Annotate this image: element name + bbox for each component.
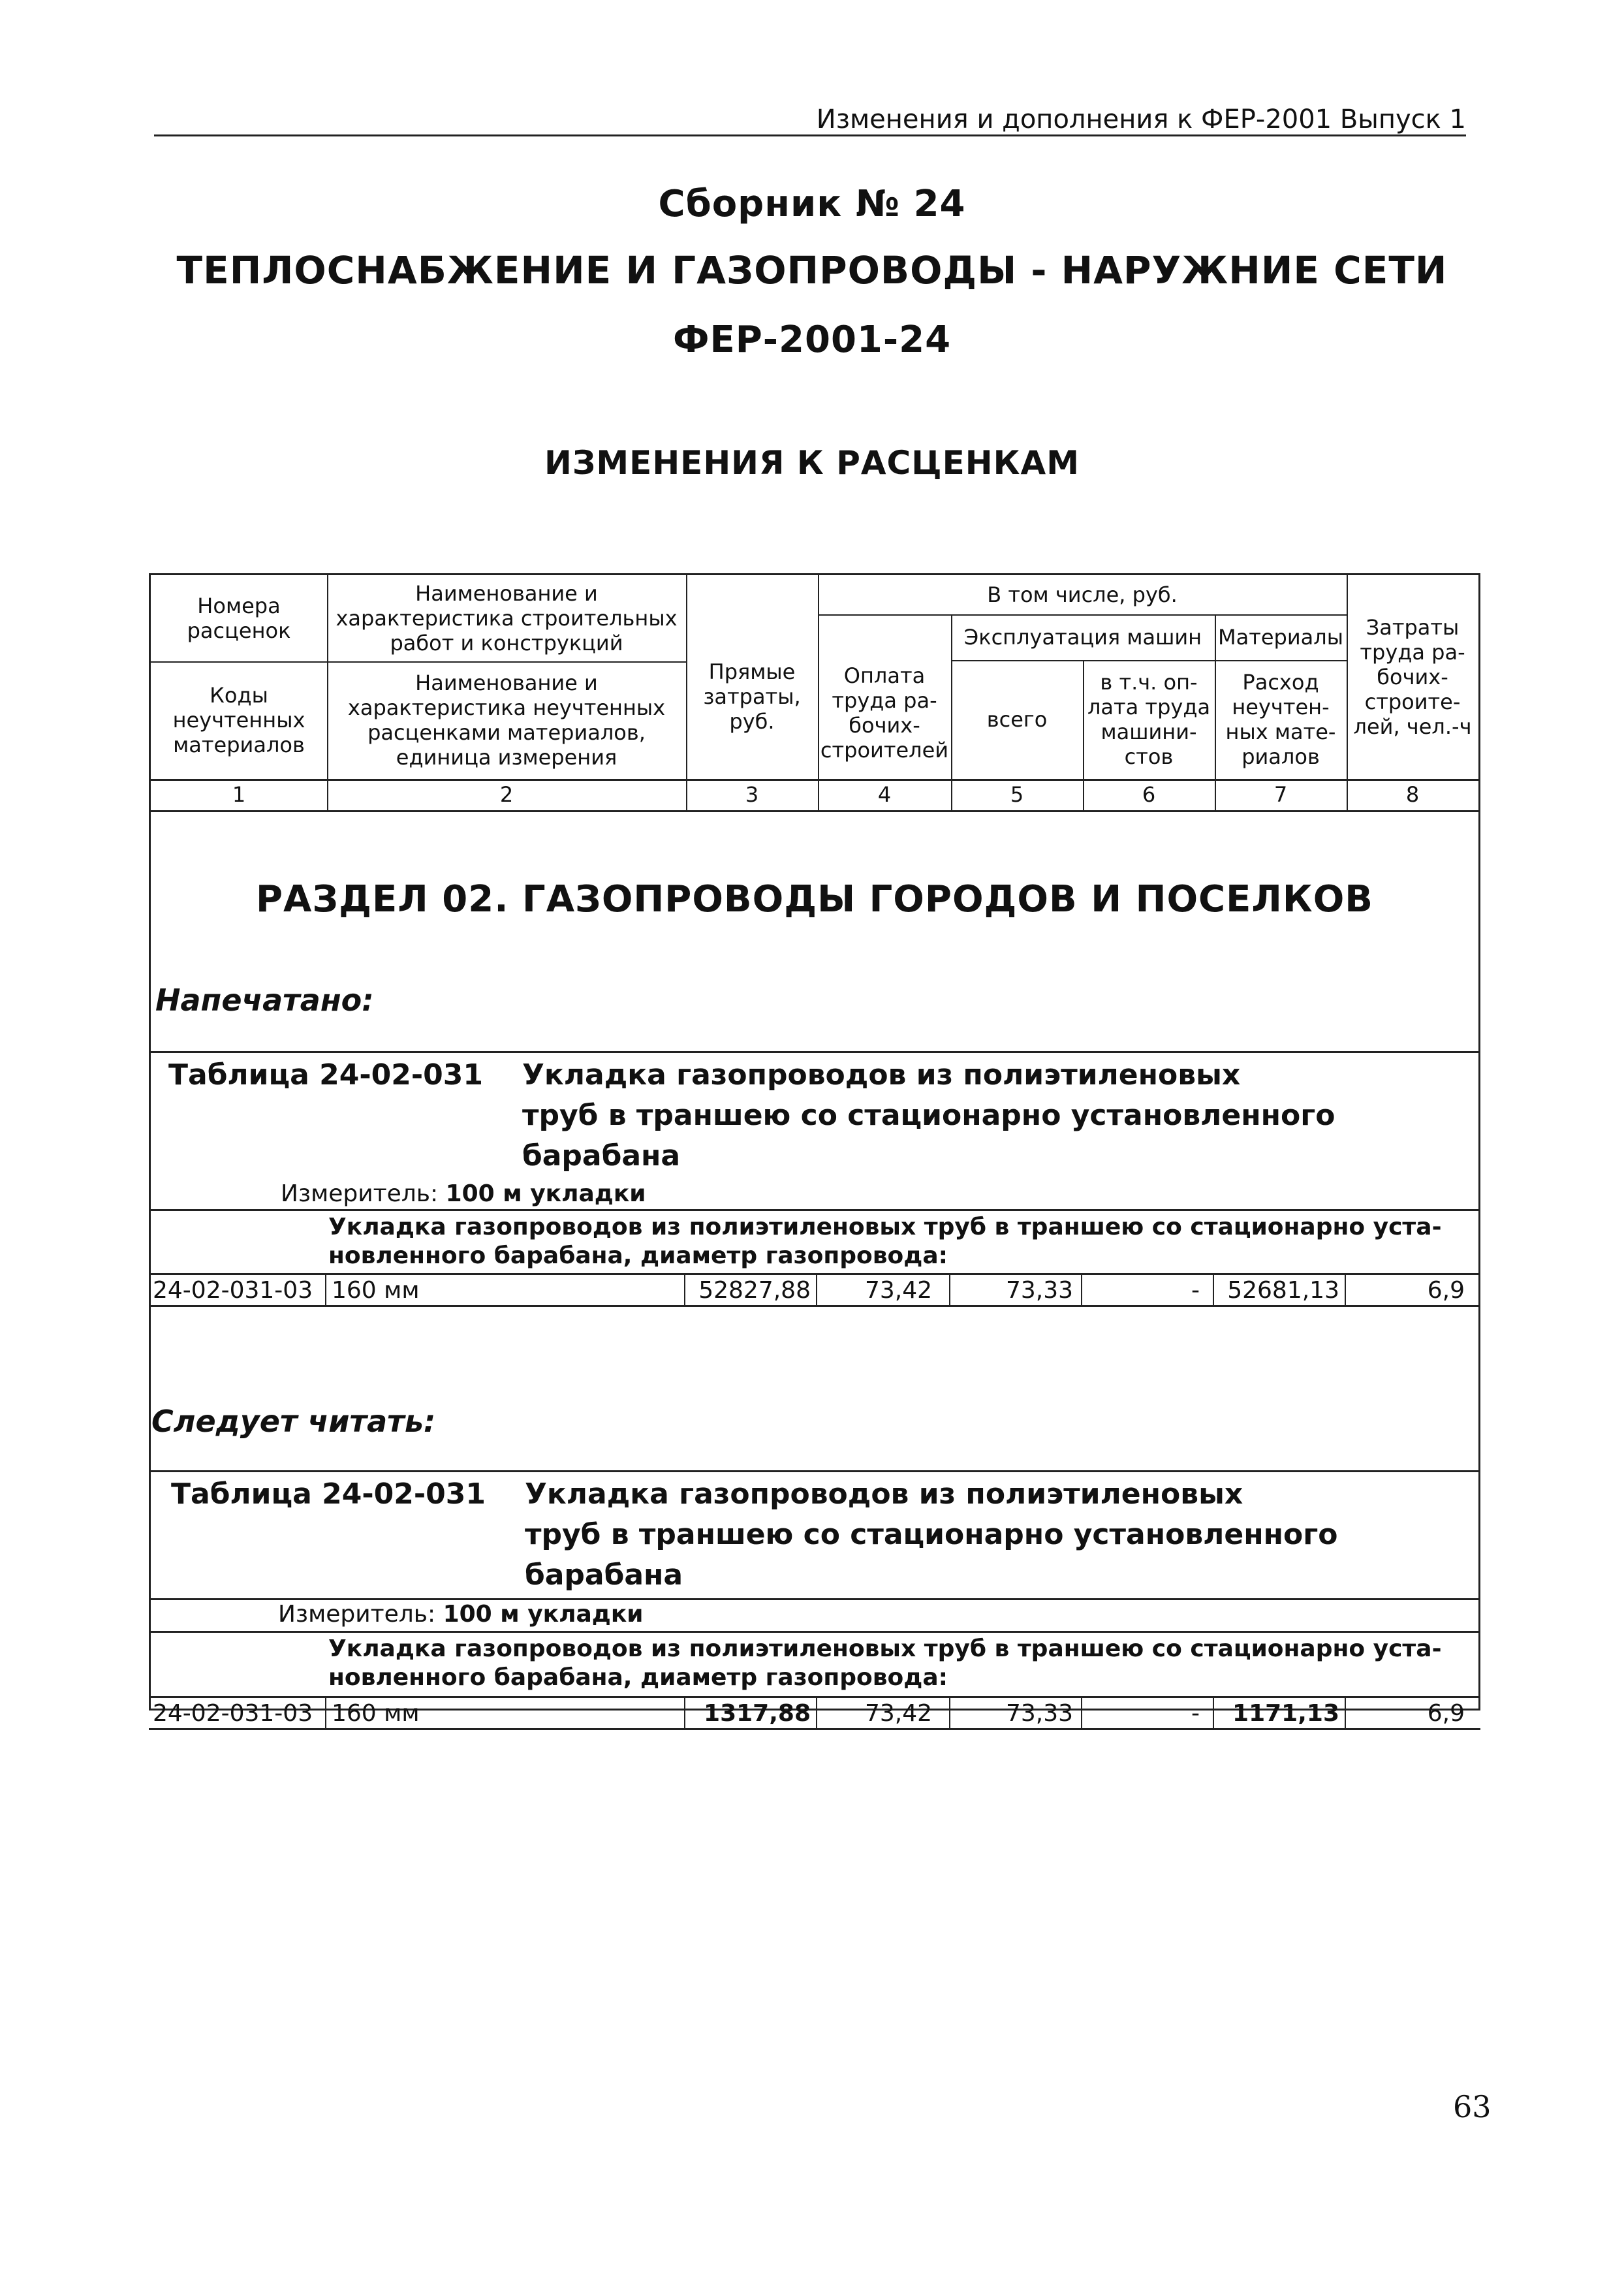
corrected-table-label: Таблица 24-02-031 [171,1477,486,1511]
col5-header: всего [986,707,1048,732]
col-number: 6 [1142,782,1156,807]
col2-header-top: Наименование и характеристика строительных работ и конструкций [336,581,678,655]
machines-header: Эксплуатация машин [963,625,1202,650]
col-number: 8 [1405,782,1420,807]
col1-header-bottom: Коды неучтенных материалов [172,683,305,757]
corrected-data-row [149,1696,1480,1730]
labor-hours: 6,9 [1427,1277,1465,1304]
rate-code: 24-02-031-03 [153,1277,313,1304]
group-line: Укладка газопроводов из полиэтиленовых труб в траншею со стационарно уста- [328,1214,1442,1240]
table-name-line: барабана [522,1139,681,1173]
rate-code: 24-02-031-03 [153,1700,313,1727]
group-header: В том числе, руб. [987,582,1178,607]
printed-measure [281,1180,646,1207]
labor-pay: 73,42 [864,1700,932,1727]
rate-name: 160 мм [332,1700,420,1727]
group-line: новленного барабана, диаметр газопровода: [328,1664,948,1691]
corrected-table-name [525,1474,1338,1596]
col6-header: в т.ч. оп-лата труда машини-стов [1087,670,1211,769]
direct-cost: 1317,88 [704,1700,811,1727]
col-number: 2 [499,782,514,807]
col-number: 4 [877,782,892,807]
direct-cost: 52827,88 [698,1277,811,1304]
measure-label: Измеритель: [278,1601,436,1628]
col2-header-bottom: Наименование и характеристика неучтенных расценками материалов, единица измерения [347,670,666,770]
measure-value: 100 м укладки [445,1180,646,1207]
rule [149,1051,1480,1053]
table-name-line: Укладка газопроводов из полиэтиленовых [522,1058,1241,1092]
col1-header-top: Номера расценок [187,593,291,643]
measure-label: Измеритель: [281,1180,439,1207]
col8-header: Затраты труда ра-бочих-строите-лей, чел.-ч [1353,615,1472,739]
header-rule [154,134,1466,136]
printed-table-name [522,1055,1335,1176]
corrected-measure [278,1601,644,1628]
rule [149,1598,1480,1600]
machinist-pay: - [1191,1700,1200,1727]
rule [149,1631,1480,1633]
col-number: 5 [1010,782,1024,807]
corrected-group-header [328,1635,1442,1692]
col-number: 3 [745,782,759,807]
running-header: Изменения и дополнения к ФЕР-2001 Выпуск 1 [816,104,1466,134]
rate-name: 160 мм [332,1277,420,1304]
corrected-label: Следует читать: [151,1404,436,1439]
printed-label: Напечатано: [155,983,374,1018]
page-number: 63 [1453,2089,1491,2124]
column-header-table [149,573,1480,812]
subject-title: ТЕПЛОСНАБЖЕНИЕ И ГАЗОПРОВОДЫ - НАРУЖНИЕ СЕТИ [176,248,1448,292]
printed-group-header [328,1213,1442,1270]
changes-title: ИЗМЕНЕНИЯ К РАСЦЕНКАМ [544,444,1080,482]
rule [149,1209,1480,1211]
col3-header: Прямые затраты, руб. [703,659,801,734]
printed-table-label: Таблица 24-02-031 [168,1058,483,1092]
col7-header: Расход неучтен-ных мате-риалов [1225,670,1336,769]
materials-header: Материалы [1218,625,1343,650]
labor-hours: 6,9 [1427,1700,1465,1727]
materials-cost: 1171,13 [1232,1700,1339,1727]
col-number: 7 [1273,782,1288,807]
table-name-line: труб в траншею со стационарно установленного [525,1518,1338,1551]
collection-title: Сборник № 24 [658,183,966,225]
section-title: РАЗДЕЛ 02. ГАЗОПРОВОДЫ ГОРОДОВ И ПОСЕЛКОВ [256,878,1373,921]
group-line: Укладка газопроводов из полиэтиленовых труб в траншею со стационарно уста- [328,1635,1442,1662]
materials-cost: 52681,13 [1227,1277,1339,1304]
rule [149,1470,1480,1472]
printed-data-row [149,1273,1480,1307]
table-name-line: труб в траншею со стационарно установленного [522,1099,1335,1132]
labor-pay: 73,42 [864,1277,932,1304]
table-name-line: Укладка газопроводов из полиэтиленовых [525,1477,1243,1511]
measure-value: 100 м укладки [443,1601,644,1628]
group-line: новленного барабана, диаметр газопровода: [328,1242,948,1269]
col4-header: Оплата труда ра-бочих-строителей [820,663,949,763]
machinist-pay: - [1191,1277,1200,1304]
machines-cost: 73,33 [1005,1277,1073,1304]
table-name-line: барабана [525,1558,683,1592]
col-number: 1 [232,782,246,807]
code-title: ФЕР-2001-24 [672,319,952,361]
machines-cost: 73,33 [1005,1700,1073,1727]
